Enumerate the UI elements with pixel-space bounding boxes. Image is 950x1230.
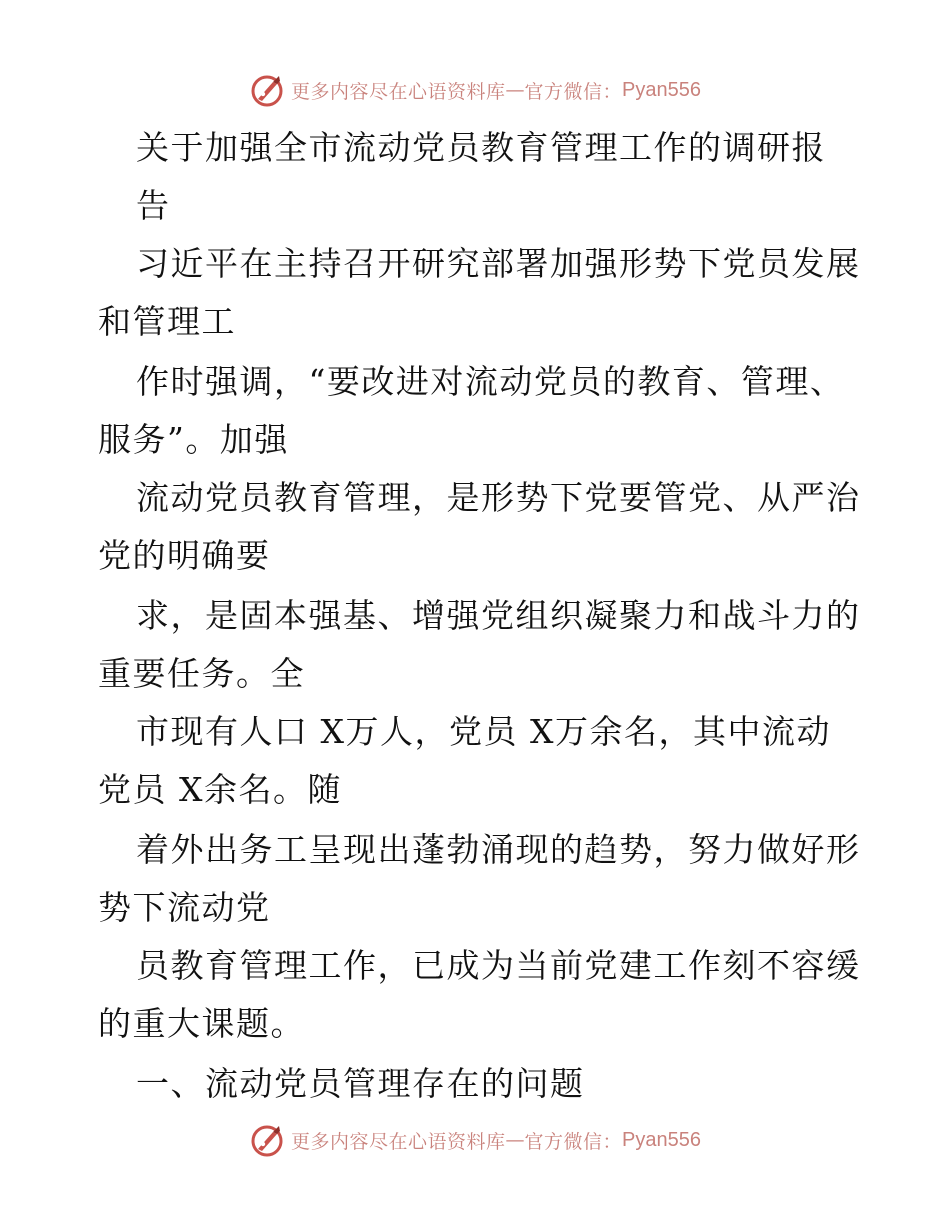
header-banner bbox=[0, 70, 950, 110]
paragraph-line: 党员 X余名。随 bbox=[98, 770, 342, 809]
banner-site-name: 更多内容尽在心语资料库 bbox=[291, 80, 506, 103]
paragraph-line: 党的明确要 bbox=[98, 536, 271, 575]
paragraph-line: 市现有人口 X万人，党员 X万余名，其中流动 bbox=[136, 712, 831, 751]
document-title: 关于加强全市流动党员教育管理工作的调研报 bbox=[136, 128, 826, 167]
paragraph-line: 着外出务工呈现出蓬勃涌现的趋势，努力做好形 bbox=[136, 830, 861, 869]
document-title-continued: 告 bbox=[136, 186, 171, 225]
banner-official-label: 官方微信： bbox=[524, 80, 623, 103]
banner-wechat-id: Pyan556 bbox=[622, 1128, 701, 1151]
paragraph-line: 员教育管理工作，已成为当前党建工作刻不容缓 bbox=[136, 946, 861, 985]
paragraph-line: 重要任务。全 bbox=[98, 654, 305, 693]
quill-pen-logo-icon bbox=[249, 72, 285, 108]
paragraph-line: 习近平在主持召开研究部署加强形势下党员发展 bbox=[136, 244, 861, 283]
section-heading: 一、流动党员管理存在的问题 bbox=[136, 1064, 585, 1103]
quill-pen-logo-icon bbox=[249, 1122, 285, 1158]
paragraph-line: 流动党员教育管理，是形势下党要管党、从严治 bbox=[136, 478, 861, 517]
banner-separator: — bbox=[505, 1129, 525, 1151]
banner-separator: — bbox=[505, 79, 525, 101]
paragraph-line: 势下流动党 bbox=[98, 888, 271, 927]
paragraph-line: 服务”。加强 bbox=[98, 420, 289, 459]
paragraph-line: 作时强调，“要改进对流动党员的教育、管理、 bbox=[136, 362, 845, 401]
banner-site-name: 更多内容尽在心语资料库 bbox=[291, 1130, 506, 1153]
banner-wechat-id: Pyan556 bbox=[622, 78, 701, 101]
paragraph-line: 和管理工 bbox=[98, 302, 236, 341]
paragraph-line: 求，是固本强基、增强党组织凝聚力和战斗力的 bbox=[136, 596, 861, 635]
banner-official-label: 官方微信： bbox=[524, 1130, 623, 1153]
footer-banner bbox=[0, 1120, 950, 1160]
paragraph-line: 的重大课题。 bbox=[98, 1004, 305, 1043]
